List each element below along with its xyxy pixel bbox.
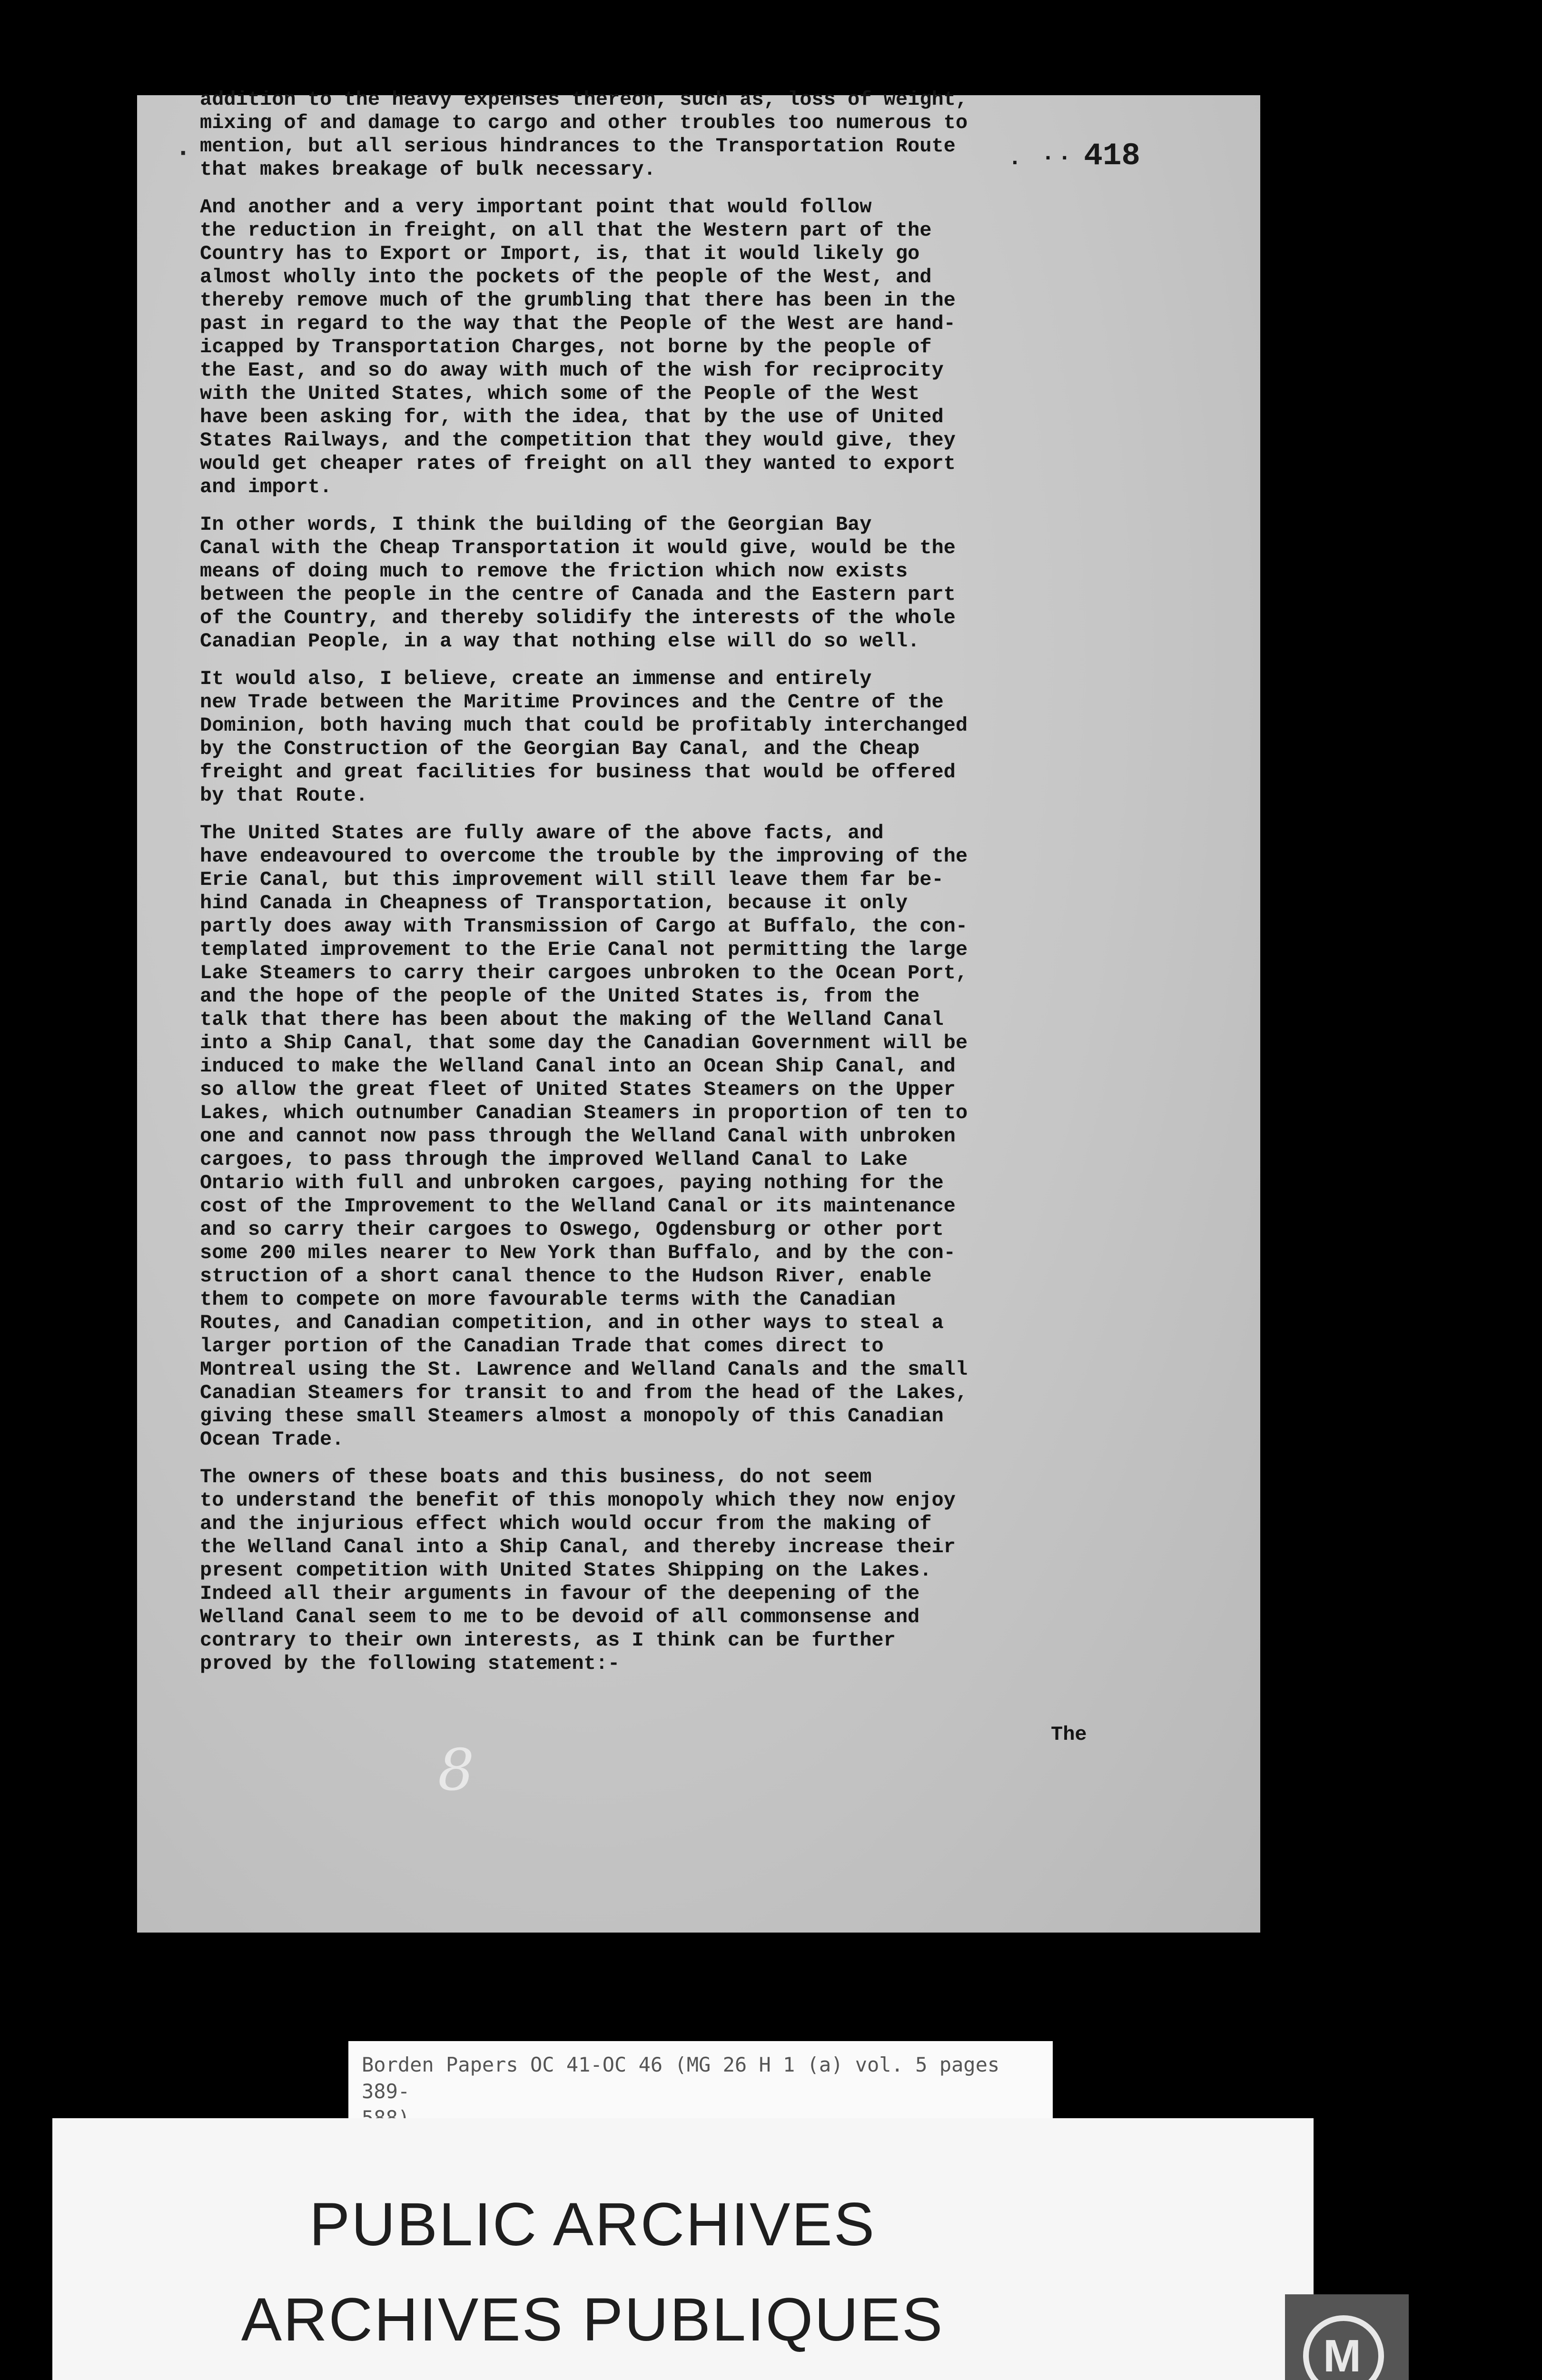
letter-body <box>200 88 1095 1690</box>
paragraph-4: It would also, I believe, create an immense and entirely new Trade between the Maritime Provinces and the Centre of the Dominion, both having much that could be profitably interchanged by the Construction of the Georgian Bay Canal, and the Cheap freight and great facilities for business that would be offered by that Route. <box>200 667 968 807</box>
corner-mark: · <box>175 138 191 169</box>
page-number-value: 418 <box>1084 138 1141 174</box>
archives-logo-icon <box>1285 2294 1409 2380</box>
logo-glyph: M <box>1323 2330 1361 2380</box>
archive-card <box>52 2118 1314 2380</box>
catchword: The <box>1051 1723 1087 1746</box>
archive-title-french: ARCHIVES PUBLIQUES <box>241 2286 944 2354</box>
paragraph-1: addition to the heavy expenses thereon, such as, loss of weight, mixing of and damage to cargo and other troubles too numerous to mention, but all serious hindrances to the Transportation Route that makes breakage of bulk necessary. <box>200 88 968 181</box>
paragraph-5: The United States are fully aware of the above facts, and have endeavoured to overcome the trouble by the improving of the Erie Canal, but this improvement will still leave them far be- hind Canada in Cheapness of Transportation, because it only partly does away with Transmission of Cargo at Buffalo, the con- templated improvement to the Erie Canal not permitting the large Lake Steamers to carry their cargoes unbroken to the Ocean Port, and the hope of the people of the United States is, from the talk that there has been about the making of the Welland Canal into a Ship Canal, that some day the Canadian Government will be induced to make the Welland Canal into an Ocean Ship Canal, and so allow the great fleet of United States Steamers on the Upper Lakes, which outnumber Canadian Steamers in proportion of ten to one and cannot now pass through the Welland Canal with unbroken cargoes, to pass through the improved Welland Canal to Lake Ontario with full and unbroken cargoes, paying nothing for the cost of the Improvement to the Welland Canal or its maintenance and so carry their cargoes to Oswego, Ogdensburg or other port some 200 miles nearer to New York than Buffalo, and by the con- struction of a short canal thence to the Hudson River, enable them to compete on more favourable terms with the Canadian Routes, and Canadian competition, and in other ways to steal a larger portion of the Canadian Trade that comes direct to Montreal using the St. Lawrence and Welland Canals and the small Canadian Steamers for transit to and from the head of the Lakes, giving these small Steamers almost a monopoly of this Canadian Ocean Trade. <box>200 822 968 1451</box>
reference-label: Borden Papers OC 41-OC 46 (MG 26 H 1 (a) vol. 5 pages 389- <box>348 2041 1053 2120</box>
paragraph-3: In other words, I think the building of the Georgian Bay Canal with the Cheap Transportation it would give, would be the means of doing much to remove the friction which now exists between the people in the centre of Canada and the Eastern part of the Country, and thereby solidify the interests of the whole Canadian People, in a way that nothing else will do so well. <box>200 513 956 653</box>
archive-title-english: PUBLIC ARCHIVES <box>309 2191 876 2259</box>
paragraph-2: And another and a very important point that would follow the reduction in freight, on all that the Western part of the Country has to Export or Import, is, that it would likely go almost wholly into the pockets of the people of the West, and thereby remove much of the grumbling that there has been in the past in regard to the way that the People of the West are hand- icapped by Transportation Charges, not borne by the people of the East, and so do away with much of the wish for reciprocity with the United States, which some of the People of the West have been asking for, with the idea, that by the use of United States Railways, and the competition that they would give, they would get cheaper rates of freight on all they wanted to export and import. <box>200 196 956 498</box>
page-number-dots: . ·· <box>1008 146 1075 171</box>
handwritten-mark: 8 <box>438 1737 474 1804</box>
paragraph-6: The owners of these boats and this business, do not seem to understand the benefit of this monopoly which they now enjoy and the injurious effect which would occur from the making of the Welland Canal into a Ship Canal, and thereby increase their present competition with United States Shipping on the Lakes. Indeed all their arguments in favour of the deepening of the Welland Canal seem to me to be devoid of all commonsense and contrary to their own interests, as I think can be further proved by the following statement:- <box>200 1466 956 1675</box>
